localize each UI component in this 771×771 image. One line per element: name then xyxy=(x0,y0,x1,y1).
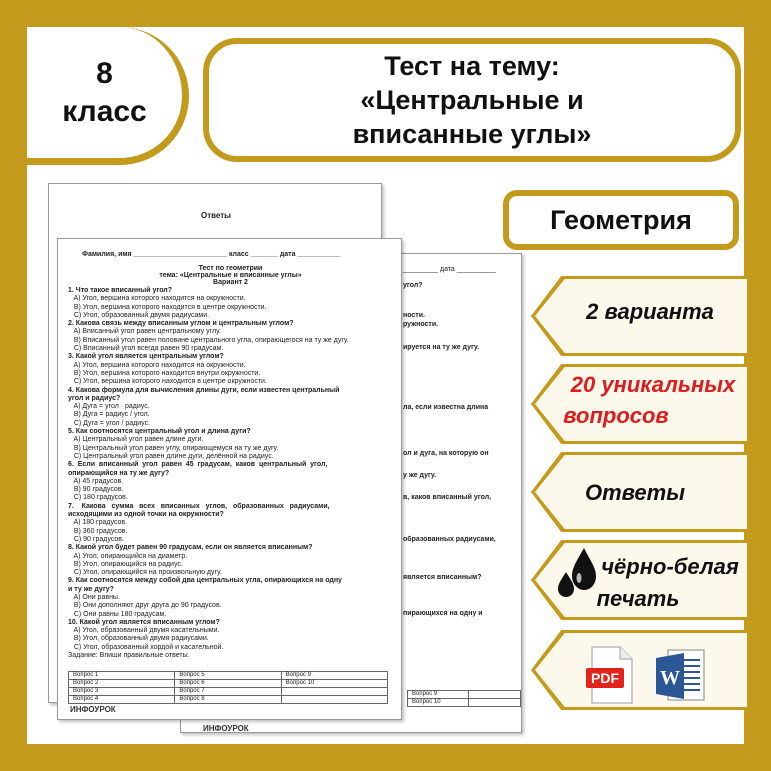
option-line: A) Дуга = угол · радиус. xyxy=(68,403,150,411)
table-cell: Вопрос 6 xyxy=(175,680,281,688)
question-line: 9. Как соотносятся между собой два центральных угла, опирающихся на одну xyxy=(68,577,342,585)
fragment-line: пирающихся на одну и xyxy=(403,610,483,617)
variant-label: Вариант 2 xyxy=(213,279,248,286)
question-line: угол и радиус? xyxy=(68,394,121,402)
option-line: B) Центральный угол равен углу, опирающемуся на ту же дугу. xyxy=(68,444,279,452)
subject-badge: Геометрия xyxy=(503,190,739,250)
answers-title: Ответы xyxy=(200,211,232,220)
table-row xyxy=(69,696,388,704)
tag-formats-fill xyxy=(535,633,747,707)
option-line: B) Дуга = радиус / угол. xyxy=(68,411,150,419)
question-line: 2. Какова связь между вписанным углом и центральным углом? xyxy=(68,320,294,328)
table-cell: Вопрос 9 xyxy=(408,691,469,699)
title-line-1: Тест на тему: xyxy=(384,51,560,81)
question-line: и ту же дугу? xyxy=(68,585,114,593)
fragment-line: ол и дуга, на которую он xyxy=(403,450,489,457)
pdf-label: PDF xyxy=(591,670,619,686)
table-row xyxy=(69,688,388,696)
title-line-2: «Центральные и xyxy=(360,85,584,115)
variant-2-document xyxy=(57,238,402,720)
option-line: C) 180 градусов. xyxy=(68,494,128,502)
question-line: 1. Что такое вписанный угол? xyxy=(68,287,173,294)
question-line: 7. Какова сумма всех вписанных углов, образованных радиусами, xyxy=(68,502,330,510)
question-line: 4. Какова формула для вычисления длины дуги, если известен центральный xyxy=(68,386,340,394)
grade-label: класс xyxy=(62,94,147,128)
table-row xyxy=(408,699,521,707)
option-line: A) 45 градусов. xyxy=(68,477,124,485)
table-cell xyxy=(281,696,387,704)
fragment-line: ируется на ту же дугу. xyxy=(403,344,480,351)
title-box xyxy=(203,38,741,162)
grade-badge xyxy=(27,27,189,165)
grade-number: 8 xyxy=(96,56,113,90)
option-line: B) Угол, вершина которого находится внутри окружности. xyxy=(68,369,261,377)
option-line: A) Вписанный угол равен центральному углу. xyxy=(68,328,221,336)
fragment-line: образованных радиусами, xyxy=(403,536,496,543)
header-fragment: _________ дата __________ xyxy=(403,266,496,273)
test-title: Тест по геометрии xyxy=(198,265,263,272)
option-line: B) Угол, образованный двумя радиусами. xyxy=(68,635,209,643)
fragment-line: ла, если известна длина xyxy=(403,404,489,411)
option-line: C) Угол, вершина которого находится в центре окружности. xyxy=(68,378,267,386)
option-line: A) Они равны. xyxy=(68,593,120,601)
option-line: C) 90 градусов. xyxy=(68,535,124,543)
table-cell xyxy=(468,699,520,707)
option-line: C) Они равны 180 градусам. xyxy=(68,610,167,618)
question-line: 10. Какой угол является вписанным углом? xyxy=(68,618,220,626)
option-line: B) Угол, вершина которого находится в центре окружности. xyxy=(68,303,267,311)
option-line: B) Угол, опирающийся на радиус. xyxy=(68,560,183,568)
table-cell xyxy=(281,688,387,696)
question-line: опирающийся на ту же дугу? xyxy=(68,469,170,477)
fragment-line: у же дугу. xyxy=(403,472,437,479)
option-line: C) Угол, образованный хордой и касательной. xyxy=(68,643,224,651)
table-cell xyxy=(468,691,520,699)
option-line: A) Угол, образованный двумя касательными. xyxy=(68,627,220,635)
question-line: исходящими из одной точки на окружности? xyxy=(68,511,224,519)
answers-table-back xyxy=(407,690,521,707)
table-cell: Вопрос 1 xyxy=(69,672,175,680)
tag-unique-line-2: вопросов xyxy=(563,403,669,428)
table-cell: Вопрос 2 xyxy=(69,680,175,688)
table-cell: Вопрос 9 xyxy=(281,672,387,680)
option-line: C) Угол, опирающийся на произвольную дугу. xyxy=(68,569,222,577)
option-line: B) 90 градусов. xyxy=(68,486,124,494)
pdf-icon xyxy=(586,646,636,704)
option-line: C) Центральный угол равен длине дуги, делённой на радиус. xyxy=(68,452,274,460)
table-cell: Вопрос 7 xyxy=(175,688,281,696)
option-line: A) Центральный угол равен длине дуги. xyxy=(68,436,204,444)
tag-answers-label: Ответы xyxy=(585,480,685,505)
table-cell: Вопрос 8 xyxy=(175,696,281,704)
tag-print-line-1: чёрно-белая xyxy=(601,554,739,579)
table-row xyxy=(69,680,388,688)
table-cell: Вопрос 10 xyxy=(408,699,469,707)
option-line: A) 180 градусов. xyxy=(68,519,127,527)
question-line: 5. Как соотносятся центральный угол и длина дуги? xyxy=(68,428,251,436)
option-line: A) Угол, опирающийся на диаметр. xyxy=(68,552,188,560)
title-line-3: вписанные углы» xyxy=(352,119,592,149)
name-header: Фамилия, имя ________________________ класс _______ дата ___________ xyxy=(82,251,341,258)
table-cell: Вопрос 5 xyxy=(175,672,281,680)
word-label: W xyxy=(660,667,680,689)
table-cell: Вопрос 10 xyxy=(281,680,387,688)
fragment-line: угол? xyxy=(403,282,423,289)
fragment-line: является вписанным? xyxy=(403,574,482,581)
table-cell: Вопрос 3 xyxy=(69,688,175,696)
fragment-line: ности. xyxy=(403,312,425,319)
answers-table xyxy=(68,671,388,704)
question-line: 8. Какой угол будет равен 90 градусам, если он является вписанным? xyxy=(68,544,313,552)
fragment-line: ружности. xyxy=(403,321,439,328)
word-icon xyxy=(654,648,706,704)
question-line: 3. Какой угол является центральным углом? xyxy=(68,353,224,361)
tag-unique-line-1: 20 уникальных xyxy=(570,372,736,397)
option-line: B) Они дополняют друг друга до 90 градусов. xyxy=(68,602,222,610)
tag-print-line-2: печать xyxy=(596,586,680,611)
table-row xyxy=(408,691,521,699)
option-line: Задание: Впиши правильные ответы. xyxy=(68,652,190,660)
question-list xyxy=(68,287,398,660)
option-line: C) Угол, образованный двумя радиусами. xyxy=(68,311,210,319)
table-cell: Вопрос 4 xyxy=(69,696,175,704)
infourok-logo: ИНФОУРОК xyxy=(203,724,249,733)
option-line: A) Угол, вершина которого находится на окружности. xyxy=(68,361,246,369)
test-topic: тема: «Центральные и вписанные углы» xyxy=(159,272,302,279)
infourok-logo: ИНФОУРОК xyxy=(70,705,116,714)
fragment-line: в, каков вписанный угол, xyxy=(403,494,492,501)
tag-variants-label: 2 варианта xyxy=(586,299,714,324)
question-line: 6. Если вписанный угол равен 45 градусам, каков центральный угол, xyxy=(68,461,328,469)
option-line: A) Угол, вершина которого находится на окружности. xyxy=(68,295,246,303)
option-line: C) Дуга = угол / радиус. xyxy=(68,419,151,427)
option-line: B) 360 градусов. xyxy=(68,527,128,535)
option-line: C) Вписанный угол всегда равен 90 градусам. xyxy=(68,345,224,353)
option-line: B) Вписанный угол равен половине центрального угла, опирающегося на ту же дугу. xyxy=(68,336,349,344)
table-row xyxy=(69,672,388,680)
